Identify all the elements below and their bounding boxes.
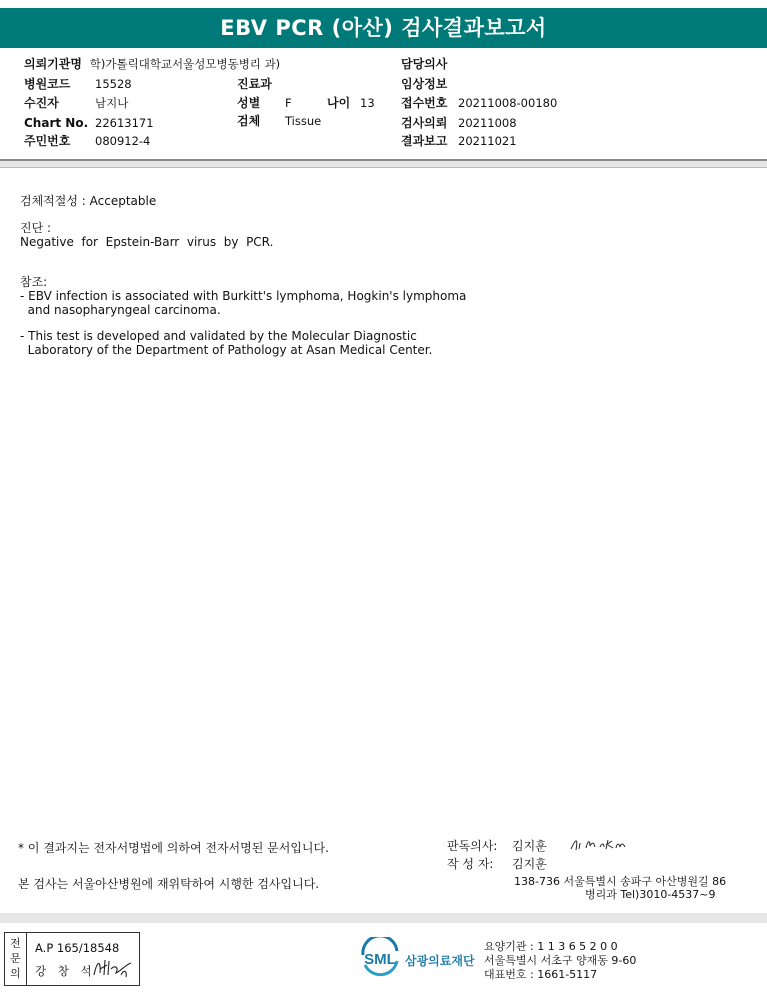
note1-line2: and nasopharyngeal carcinoma. [20,303,221,317]
notes-label: 참조: [20,275,48,289]
receipt-no-label: 접수번호 [401,96,448,110]
specialist-signature-icon [91,955,135,981]
report-date-value: 20211021 [458,134,517,148]
specimen-value: Tissue [285,114,322,128]
header-divider-2 [0,167,767,168]
pathologist-label: 판독의사: [447,839,498,853]
institution-value: 학)가톨릭대학교서울성모병동병리 과) [89,57,281,71]
specialist-label: 전문의 [10,937,21,980]
patient-value: 남지나 [95,96,129,110]
note2-line2: Laboratory of the Department of Pathology at Asan Medical Center. [20,343,433,357]
chart-no-label: Chart No. [24,116,89,130]
outsource-notice: 본 검사는 서울아산병원에 재위탁하여 시행한 검사입니다. [18,877,320,891]
address-line1: 138-736 서울특별시 송파구 아산병원길 86 [514,875,727,888]
writer-name: 김지훈 [512,857,547,871]
specialist-box [4,932,140,986]
sml-logo-icon [357,937,403,977]
address-line2: 병리과 Tel)3010-4537~9 [585,888,716,901]
patient-label: 수진자 [24,96,59,110]
receipt-no-value: 20211008-00180 [458,96,558,110]
hospital-code-label: 병원코드 [24,77,71,91]
specialist-vertical-label [5,933,27,985]
sex-label: 성별 [237,96,261,110]
chart-no-value: 22613171 [95,116,154,130]
writer-label: 작 성 자: [447,857,494,871]
specialist-name: 강 창 석 [35,964,96,978]
note2-line1: - This test is developed and validated by the Molecular Diagnostic [20,329,417,343]
age-value: 13 [360,96,375,110]
pathologist-signature-icon [568,834,628,854]
org-line1: 요양기관 : 1 1 3 6 5 2 0 0 [484,940,618,953]
age-label: 나이 [327,96,351,110]
note1-line1: - EBV infection is associated with Burkitt's lymphoma, Hogkin's lymphoma [20,289,467,303]
license-number: A.P 165/18548 [35,941,120,955]
clinical-info-label: 임상정보 [401,77,448,91]
department-label: 진료과 [237,77,272,91]
diagnosis-label: 진단 : [20,221,52,235]
request-date-value: 20211008 [458,116,517,130]
org-name: 삼광의료재단 [405,954,475,968]
specimen-adequacy: 검체적절성 : Acceptable [20,194,157,208]
footer-band [0,913,767,923]
sml-logo-text: SML [364,951,396,968]
report-title: EBV PCR (아산) 검사결과보고서 [0,8,767,48]
org-line3: 대표번호 : 1661-5117 [484,968,598,981]
org-info [484,940,636,982]
resident-no-value: 080912-4 [95,134,151,148]
electronic-signature-notice: * 이 결과지는 전자서명법에 의하여 전자서명된 문서입니다. [18,841,329,855]
hospital-code-value: 15528 [95,77,132,91]
sml-logo [357,937,403,981]
doctor-label: 담당의사 [401,57,448,71]
resident-no-label: 주민번호 [24,134,71,148]
institution-label: 의뢰기관명 [24,57,82,71]
org-line2: 서울특별시 서초구 양재동 9-60 [484,954,637,967]
specimen-label: 검체 [237,114,261,128]
report-date-label: 결과보고 [401,134,448,148]
pathologist-name: 김지훈 [512,839,547,853]
institution-row [24,56,280,72]
sex-value: F [285,96,292,110]
request-date-label: 검사의뢰 [401,116,448,130]
diagnosis-text: Negative for Epstein-Barr virus by PCR. [20,235,274,249]
